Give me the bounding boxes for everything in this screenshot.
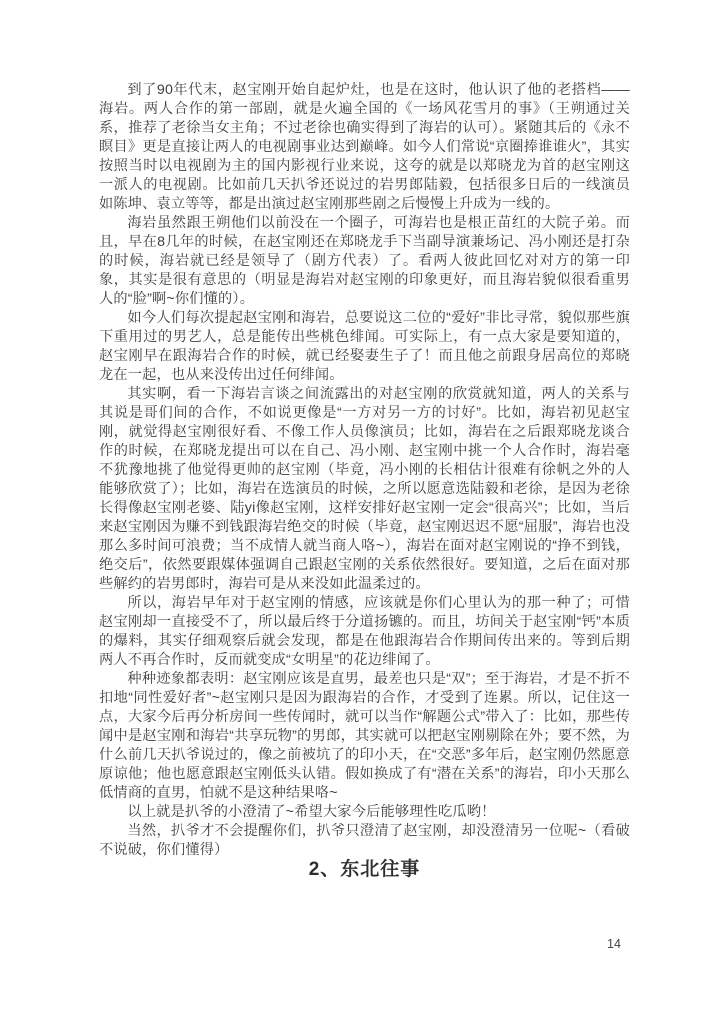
paragraph: 以上就是扒爷的小澄清了~希望大家今后能够理性吃瓜哟！ xyxy=(127,804,496,820)
paragraph: 如今人们每次提起赵宝刚和海岩，总要说这二位的“爱好”非比寻常，貌似那些旗下重用过的男艺人，总是能传出些桃色绯闻。可实际上，有一点大家是要知道的，赵宝刚早在跟海岩合作的时候，就已经娶妻生子了！而且他之前跟身居高位的郑晓龙在一起，也从来没传出过任何绯闻。 xyxy=(99,310,630,383)
paragraph: 所以，海岩早年对于赵宝刚的情感，应该就是你们心里认为的那一种了；可惜赵宝刚却一直接受不了，所以最后终于分道扬镳的。而且，坊间关于赵宝刚“钙”本质的爆料，其实仔细观察后就会发现，都是在他跟海岩合作期间传出来的。等到后期两人不再合作时，反而就变成“女明星”的花边绯闻了。 xyxy=(99,595,630,668)
paragraph: 种种迹象都表明：赵宝刚应该是直男，最差也只是“双”；至于海岩，才是不折不扣地“同性爱好者”~赵宝刚只是因为跟海岩的合作，才受到了连累。所以，记住这一点，大家今后再分析房间一些传闻时，就可以当作“解题公式”带入了：比如，那些传闻中是赵宝刚和海岩“共享玩物”的男郎，其实就可以把赵宝刚剔除在外；要不然，为什么前几天扒爷说过的，像之前被坑了的印小天，在“交恶”多年后，赵宝刚仍然愿意原谅他；他也愿意跟赵宝刚低头认错。假如换成了有“潜在关系”的海岩，印小天那么低情商的直男，怕就不是这种结果咯~ xyxy=(99,671,630,801)
section-heading: 2、东北往事 xyxy=(308,859,421,880)
paragraph: 到了90年代末，赵宝刚开始自起炉灶，也是在这时，他认识了他的老搭档——海岩。两人合作的第一部剧，就是火遍全国的《一场风花雪月的事》（王朔通过关系，推荐了老徐当女主角；不过老徐也确实得到了海岩的认可）。紧随其后的《永不瞑目》更是直接让两人的电视剧事业达到巅峰。如今人们常说“京圈捧谁谁火”，其实按照当时以电视剧为主的国内影视行业来说，这夸的就是以郑晓龙为首的赵宝刚这一派人的电视剧。比如前几天扒爷还说过的岩男郎陆毅，包括很多日后的一线演员如陈坤、袁立等等，都是出演过赵宝刚那些剧之后慢慢上升成为一线的。 xyxy=(99,82,630,212)
page-number: 14 xyxy=(607,937,621,951)
paragraph: 当然，扒爷才不会提醒你们，扒爷只澄清了赵宝刚，却没澄清另一位呢~（看破不说破，你们懂得） xyxy=(99,823,630,858)
paragraph: 其实啊，看一下海岩言谈之间流露出的对赵宝刚的欣赏就知道，两人的关系与其说是哥们间的合作，不如说更像是“一方对另一方的讨好”。比如，海岩初见赵宝刚，就觉得赵宝刚很好看、不像工作人员像演员；比如，海岩在之后跟郑晓龙谈合作的时候，在郑晓龙提出可以在自己、冯小刚、赵宝刚中挑一个人合作时，海岩毫不犹豫地挑了他觉得更帅的赵宝刚（毕竟，冯小刚的长相估计很难有徐帆之外的人能够欣赏了）；比如，海岩在选演员的时候，之所以愿意选陆毅和老徐，是因为老徐长得像赵宝刚老婆、陆yi像赵宝刚，这样安排好赵宝刚一定会“很高兴”；比如，当后来赵宝刚因为赚不到钱跟海岩绝交的时候（毕竟，赵宝刚迟迟不愿“屈服”，海岩也没那么多时间可浪费；当不成情人就当商人咯~），海岩在面对赵宝刚说的“挣不到钱，绝交后”，依然要跟媒体强调自己跟赵宝刚的关系依然很好。要知道，之后在面对那些解约的岩男郎时，海岩可是从来没如此温柔过的。 xyxy=(99,386,630,592)
page-body-text xyxy=(99,81,630,879)
paragraph: 海岩虽然跟王朔他们以前没在一个圈子，可海岩也是根正苗红的大院子弟。而且，早在8几年的时候，在赵宝刚还在郑晓龙手下当副导演兼场记、冯小刚还是打杂的时候，海岩就已经是领导了（剧方代表）了。看两人彼此回忆对对方的第一印象，其实是很有意思的（明显是海岩对赵宝刚的印象更好，而且海岩貌似很看重男人的“脸”啊~你们懂的）。 xyxy=(99,215,630,307)
